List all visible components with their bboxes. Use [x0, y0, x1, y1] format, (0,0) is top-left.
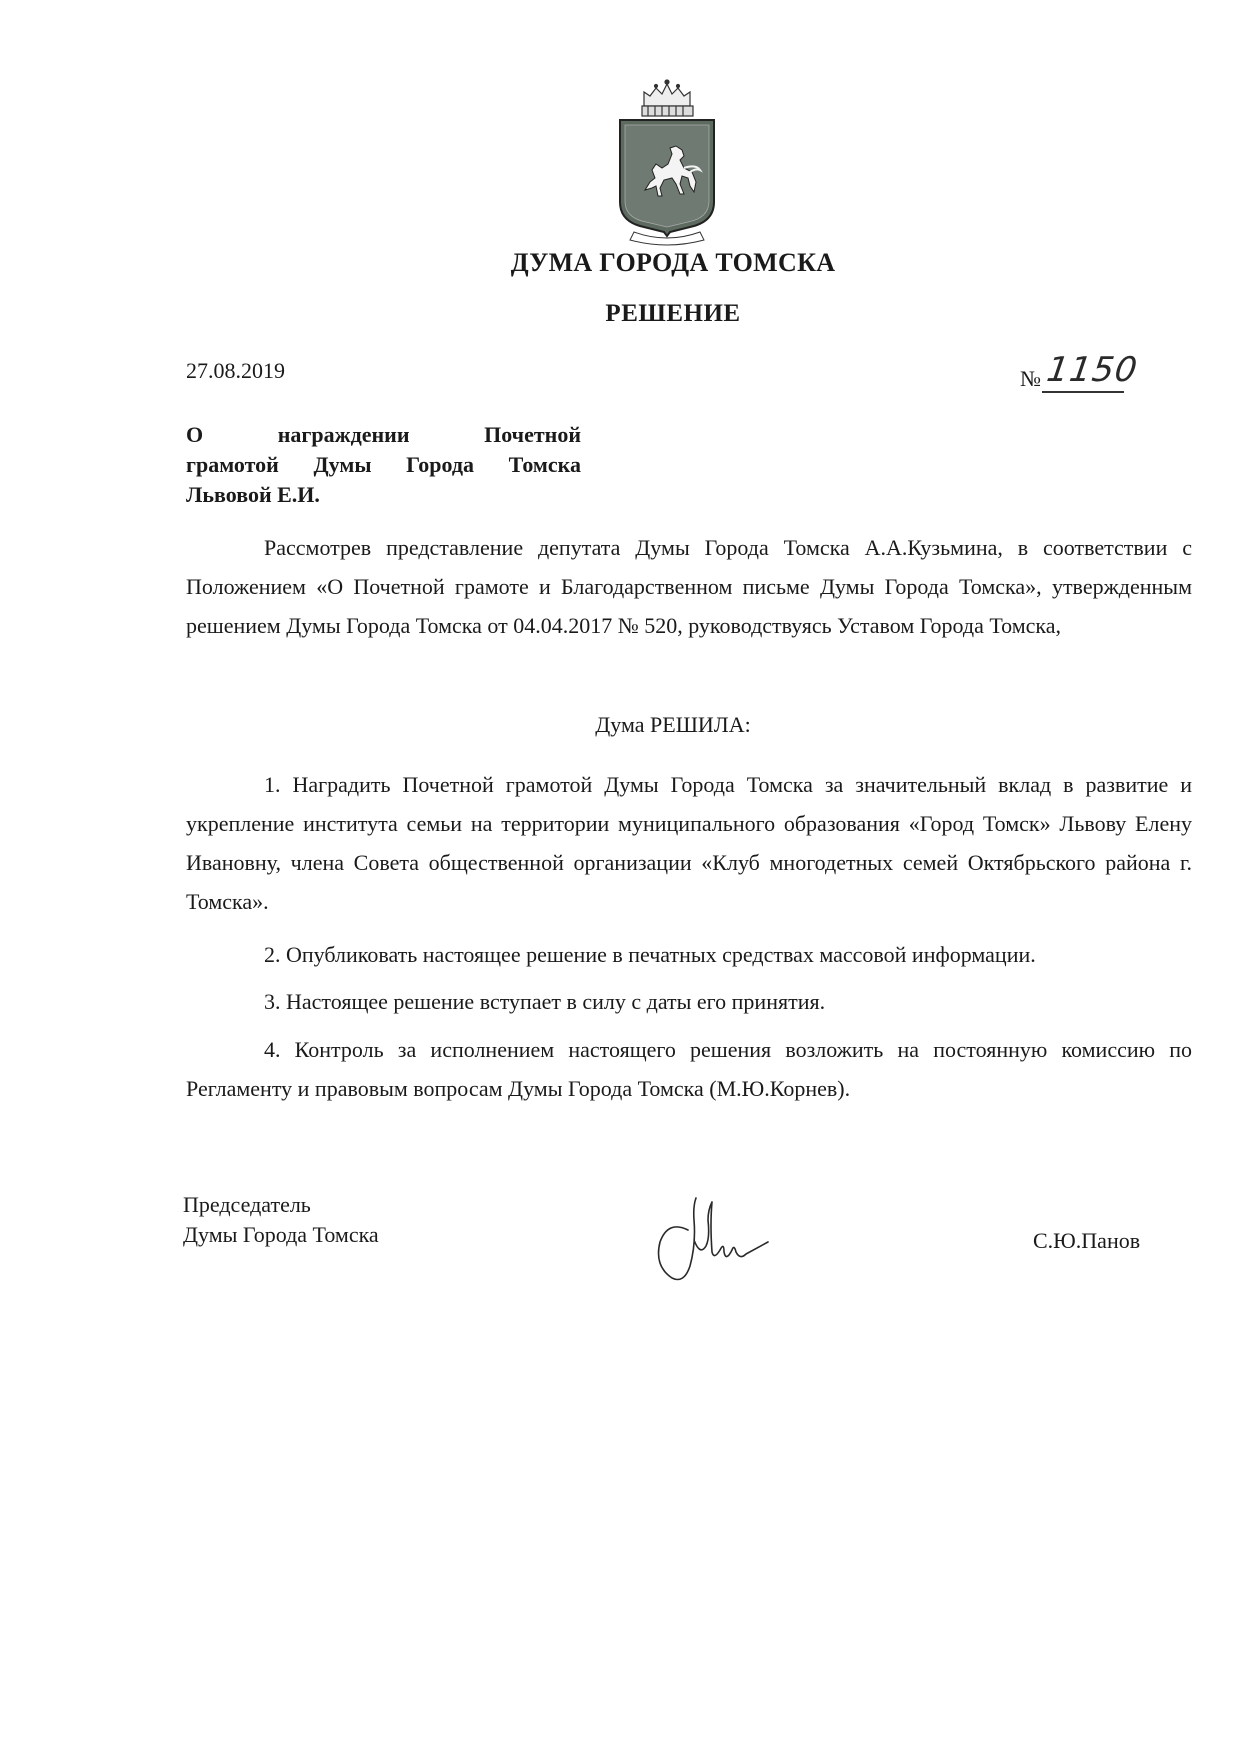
city-coat-of-arms-icon	[600, 72, 735, 247]
decision-subject	[186, 420, 581, 510]
signer-position-line1: Председатель	[183, 1192, 311, 1217]
subject-line: О награждении Почетной	[186, 422, 581, 447]
decision-item-2: 2. Опубликовать настоящее решение в печатных средствах массовой информации.	[264, 942, 1036, 967]
resolved-heading: Дума РЕШИЛА:	[595, 712, 751, 737]
decision-number-handwritten: 1150	[1044, 350, 1141, 390]
decision-item-1: 1. Наградить Почетной грамотой Думы Города Томска за значительный вклад в развитие и укрепление института семьи на территории муниципального образования «Город Томск» Львову Елену Ивановну, члена Совета общественной организации «Клуб многодетных семей Октябрьского района г. Томска».	[186, 772, 1192, 914]
decision-item-4: 4. Контроль за исполнением настоящего решения возложить на постоянную комиссию по Регламенту и правовым вопросам Думы Города Томска (М.Ю.Корнев).	[186, 1037, 1192, 1101]
preamble-paragraph: Рассмотрев представление депутата Думы Города Томска А.А.Кузьмина, в соответствии с Положением «О Почетной грамоте и Благодарственном письме Думы Города Томска», утвержденным решением Думы Города Томска от 04.04.2017 № 520, руководствуясь Уставом Города Томска,	[186, 535, 1192, 638]
subject-line: Львовой Е.И.	[186, 482, 320, 507]
subject-line: грамотой Думы Города Томска	[186, 452, 581, 477]
handwritten-signature-icon	[650, 1180, 780, 1290]
signer-position	[183, 1190, 379, 1250]
organization-title: ДУМА ГОРОДА ТОМСКА	[510, 248, 836, 277]
decision-item-3: 3. Настоящее решение вступает в силу с даты его принятия.	[264, 989, 826, 1014]
signer-name: С.Ю.Панов	[1033, 1228, 1141, 1253]
signer-position-line2: Думы Города Томска	[183, 1222, 379, 1247]
decision-number-label: №	[1020, 366, 1041, 391]
document-type-heading: РЕШЕНИЕ	[605, 300, 741, 327]
decision-number-underline	[1042, 391, 1124, 393]
decision-date: 27.08.2019	[186, 358, 285, 383]
